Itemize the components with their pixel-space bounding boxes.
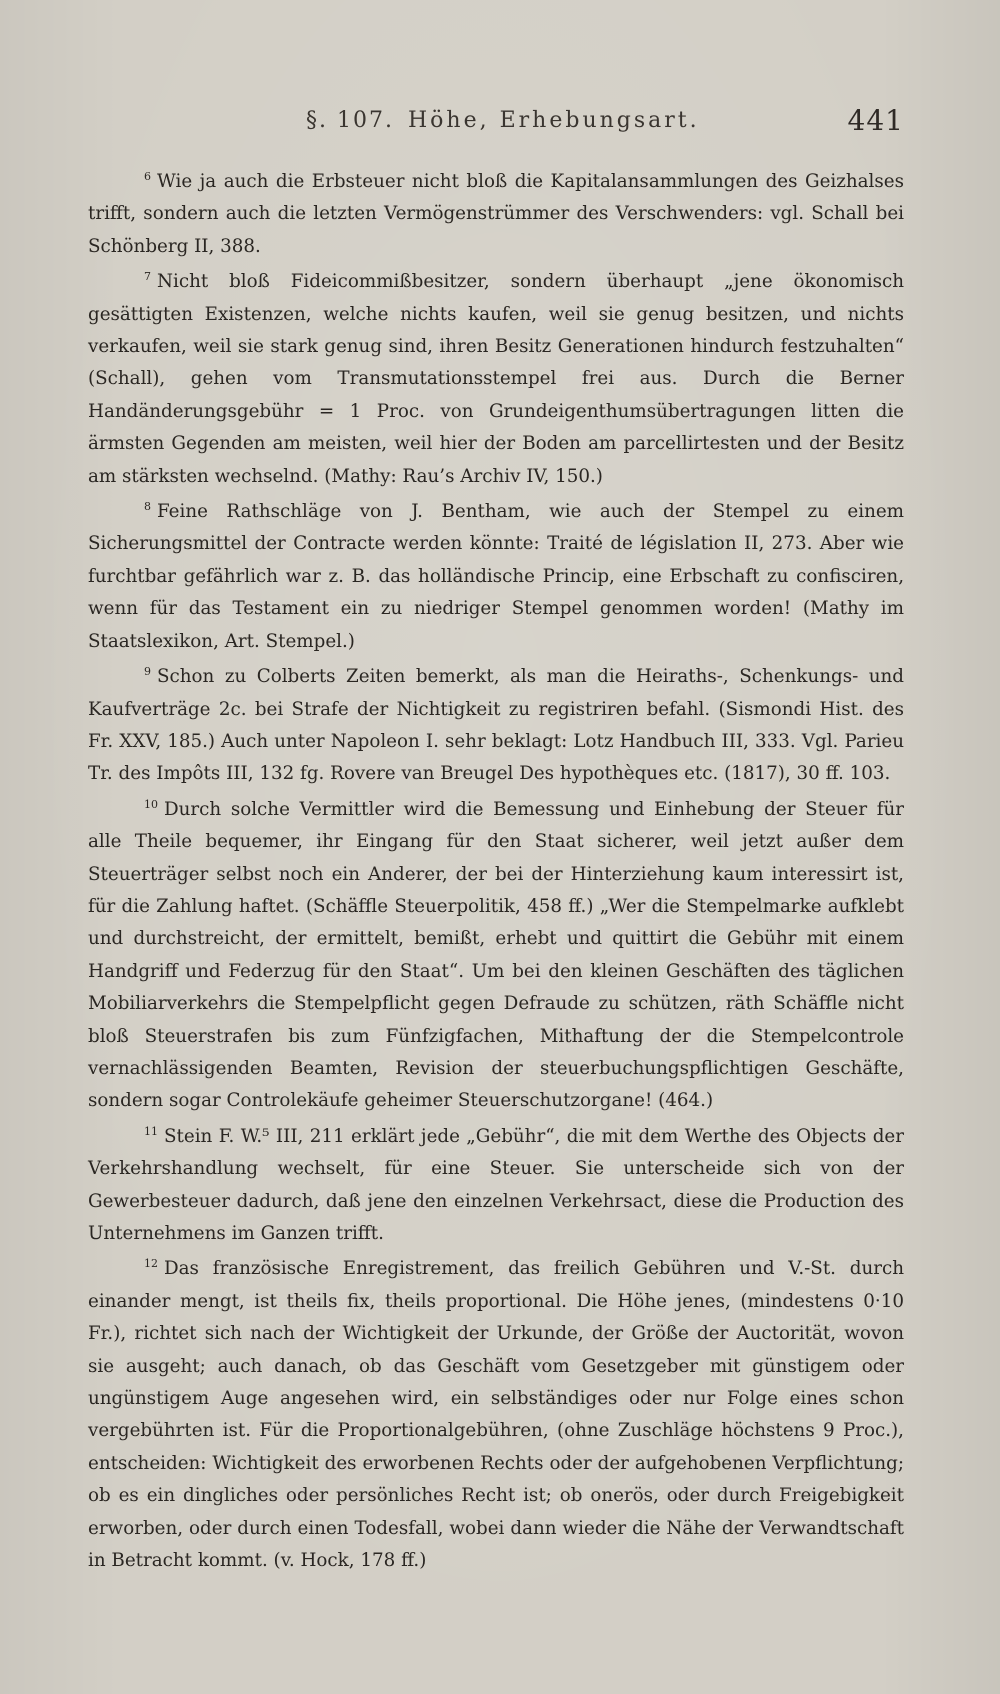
- footnotes: [88, 166, 904, 1577]
- footnote-text: Das französische Enregistrement, das freilich Gebühren und V.-St. durch einander mengt, ist theils fix, theils proportional. Die Höhe jenes, (mindestens 0·10 Fr.), richtet sich nach der Wichtigkeit der Urkunde, der Größe der Auctorität, wovon sie ausgeht; auch danach, ob das Geschäft vom Gesetzgeber mit günstigem oder ungünstigem Auge angesehen wird, ein selbständiges oder nur Folge eines schon vergebührten ist. Für die Proportionalgebühren, (ohne Zuschläge höchstens 9 Proc.), entscheiden: Wichtigkeit des erworbenen Rechts oder der aufgehobenen Verpflichtung; ob es ein dingliches oder persönliches Recht ist; ob onerös, oder durch Freigebigkeit erworben, oder durch einen Todesfall, wobei dann wieder die Nähe der Verwandtschaft in Betracht kommt. (v. Hock, 178 ff.): [88, 1258, 904, 1572]
- footnote-marker: 11: [144, 1124, 158, 1138]
- footnote-marker: 6: [144, 170, 151, 183]
- footnote-10: [88, 794, 904, 1118]
- footnote-marker: 8: [144, 500, 151, 514]
- footnote-marker: 7: [144, 270, 151, 284]
- footnote-11: [88, 1121, 904, 1251]
- footnote-marker: 10: [144, 797, 158, 811]
- footnote-text: Stein F. W.⁵ III, 211 erklärt jede „Gebühr“, die mit dem Werthe des Objects der Verkehrshandlung wechselt, für eine Steuer. Sie unterscheide sich von der Gewerbesteuer dadurch, daß jene den einzelnen Verkehrsact, diese die Production des Unternehmens im Ganzen trifft.: [88, 1125, 904, 1244]
- footnote-text: Feine Rathschläge von J. Bentham, wie auch der Stempel zu einem Sicherungsmittel der Contracte werden könnte: Traité de législation II, 273. Aber wie furchtbar gefährlich war z. B. das holländische Princip, eine Erbschaft zu confisciren, wenn für das Testament ein zu niedriger Stempel genommen worden! (Mathy im Staatslexikon, Art. Stempel.): [88, 501, 904, 652]
- book-page: [88, 104, 904, 1664]
- running-head: [88, 104, 904, 152]
- footnote-text: Wie ja auch die Erbsteuer nicht bloß die Kapitalansammlungen des Geizhalses trifft, sondern auch die letzten Vermögenstrümmer des Verschwenders: vgl. Schall bei Schönberg II, 388.: [88, 171, 904, 257]
- footnote-12: [88, 1253, 904, 1577]
- footnote-text: Nicht bloß Fideicommißbesitzer, sondern überhaupt „jene ökonomisch gesättigten Existenzen, welche nichts kaufen, weil sie genug besitzen, und nichts verkaufen, weil sie stark genug sind, ihren Besitz Generationen hindurch festzuhalten“ (Schall), gehen vom Transmutationsstempel frei aus. Durch die Berner Handänderungsgebühr = 1 Proc. von Grundeigenthumsübertragungen litten die ärmsten Gegenden am meisten, weil hier der Boden am parcellirtesten und der Besitz am stärksten wechselnd. (Mathy: Rau’s Archiv IV, 150.): [88, 271, 904, 487]
- footnote-text: Durch solche Vermittler wird die Bemessung und Einhebung der Steuer für alle Theile bequemer, ihr Eingang für den Staat sicherer, weil jetzt außer dem Steuerträger selbst noch ein Anderer, der bei der Hinterziehung kaum interessirt ist, für die Zahlung haftet. (Schäffle Steuerpolitik, 458 ff.) „Wer die Stempelmarke aufklebt und durchstreicht, der ermittelt, bemißt, erhebt und quittirt die Gebühr mit einem Handgriff und Federzug für den Staat“. Um bei den kleinen Geschäften des täglichen Mobiliarverkehrs die Stempelpflicht gegen Defraude zu schützen, räth Schäffle nicht bloß Steuerstrafen bis zum Fünfzigfachen, Mithaftung der die Stempelcontrole vernachlässigenden Beamten, Revision der steuerbuchungspflichtigen Geschäfte, sondern sogar Controlekäufe geheimer Steuerschutzorgane! (464.): [88, 798, 904, 1112]
- footnote-7: [88, 266, 904, 493]
- footnote-marker: 9: [144, 665, 151, 679]
- footnote-9: [88, 661, 904, 791]
- section-title: Höhe, Erhebungsart.: [407, 108, 700, 133]
- page-number: 441: [847, 104, 904, 137]
- footnote-8: [88, 496, 904, 658]
- footnote-text: Schon zu Colberts Zeiten bemerkt, als man die Heiraths-, Schenkungs- und Kaufverträge 2c. bei Strafe der Nichtigkeit zu registriren befahl. (Sismondi Hist. des Fr. XXV, 185.) Auch unter Napoleon I. sehr beklagt: Lotz Handbuch III, 333. Vgl. Parieu Tr. des Impôts III, 132 fg. Rovere van Breugel Des hypothèques etc. (1817), 30 ff. 103.: [88, 666, 904, 785]
- section-number: §. 107.: [306, 108, 394, 133]
- section-heading: [306, 108, 700, 133]
- footnote-6: [88, 166, 904, 263]
- footnote-marker: 12: [144, 1257, 158, 1271]
